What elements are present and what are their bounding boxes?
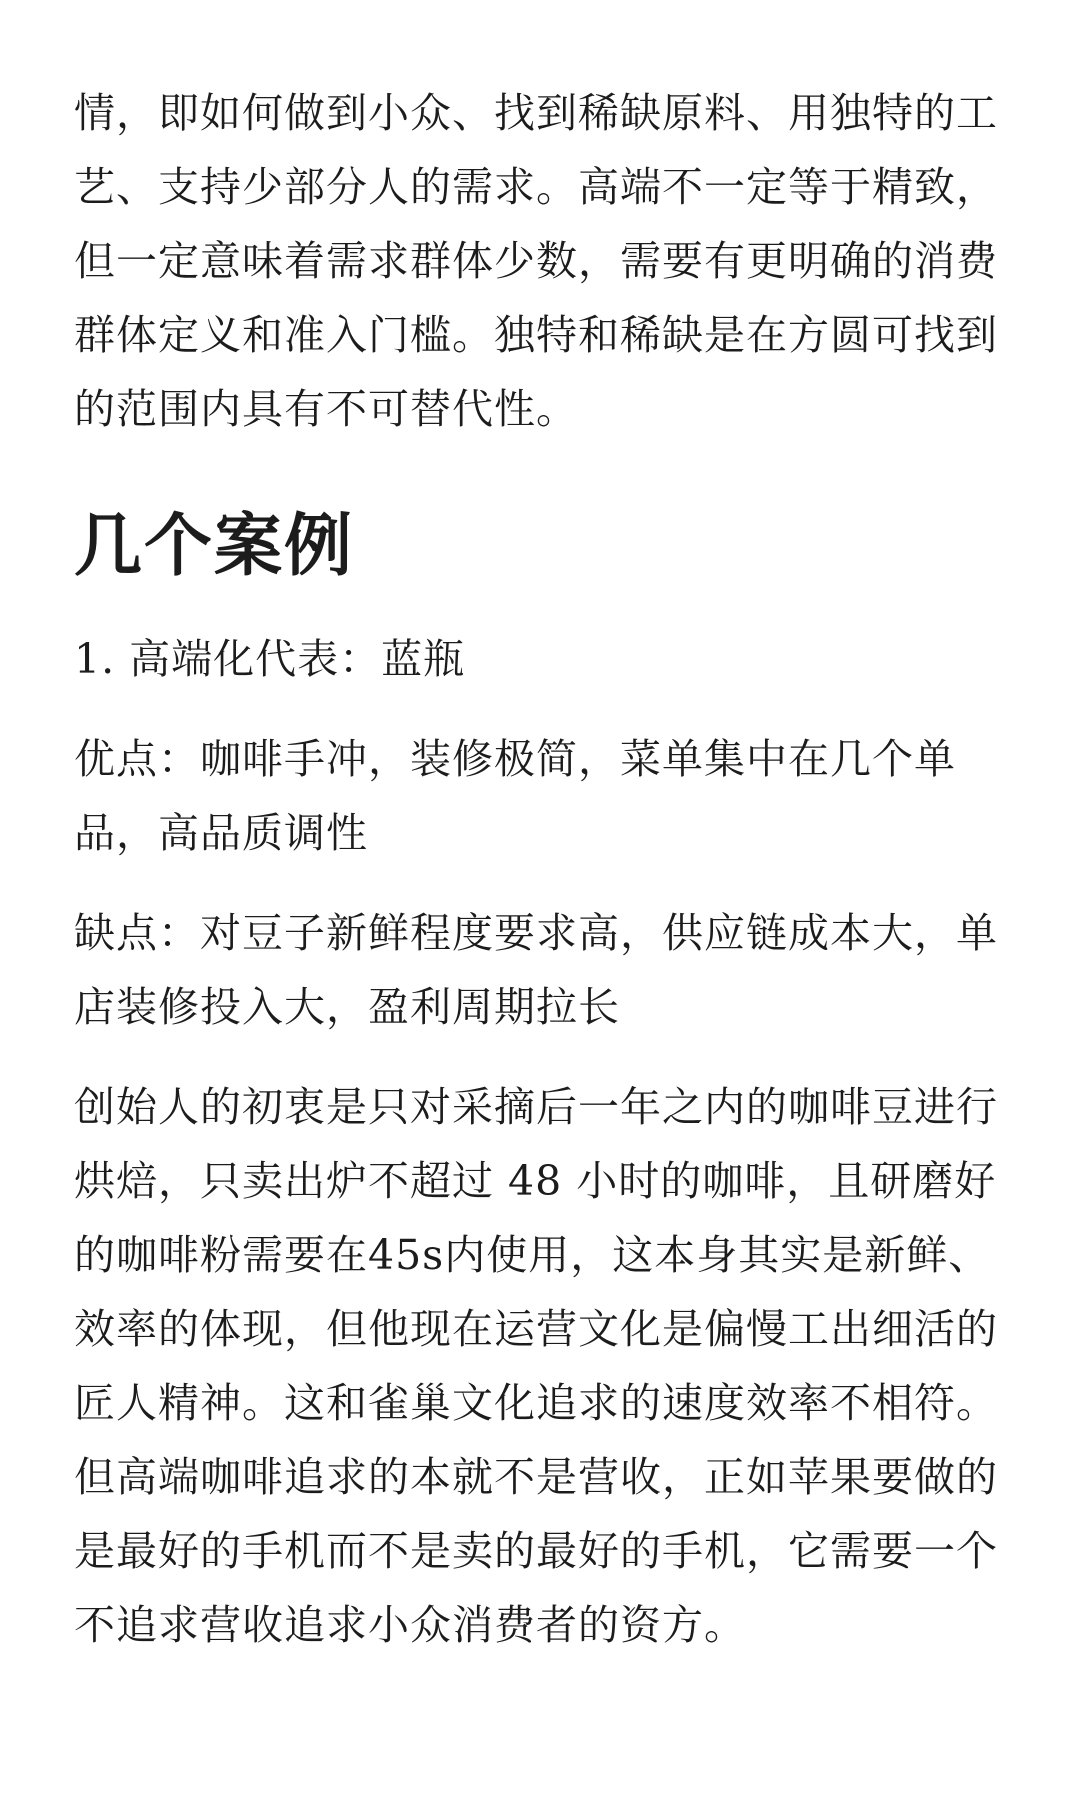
intro-paragraph: 情，即如何做到小众、找到稀缺原料、用独特的工艺、支持少部分人的需求。高端不一定等于精致，但一定意味着需求群体少数，需要有更明确的消费群体定义和准入门槛。独特和稀缺是在方圆可找到的范围内具有不可替代性。 xyxy=(74,89,998,433)
case-body-paragraph: 创始人的初衷是只对采摘后一年之内的咖啡豆进行烘焙，只卖出炉不超过 48 小时的咖啡，且研磨好的咖啡粉需要在45s内使用，这本身其实是新鲜、效率的体现，但他现在运营文化是偏慢工出细活的匠人精神。这和雀巢文化追求的速度效率不相符。但高端咖啡追求的本就不是营收，正如苹果要做的是最好的手机而不是卖的最好的手机，它需要一个不追求营收追求小众消费者的资方。 xyxy=(74,1083,998,1649)
pros-paragraph: 优点：咖啡手冲，装修极简，菜单集中在几个单品，高品质调性 xyxy=(74,735,956,857)
section-heading: 几个案例 xyxy=(74,506,355,586)
case-title: 1. 高端化代表：蓝瓶 xyxy=(74,635,466,683)
article-body xyxy=(74,76,1014,1662)
cons-paragraph: 缺点：对豆子新鲜程度要求高，供应链成本大，单店装修投入大，盈利周期拉长 xyxy=(74,909,998,1031)
